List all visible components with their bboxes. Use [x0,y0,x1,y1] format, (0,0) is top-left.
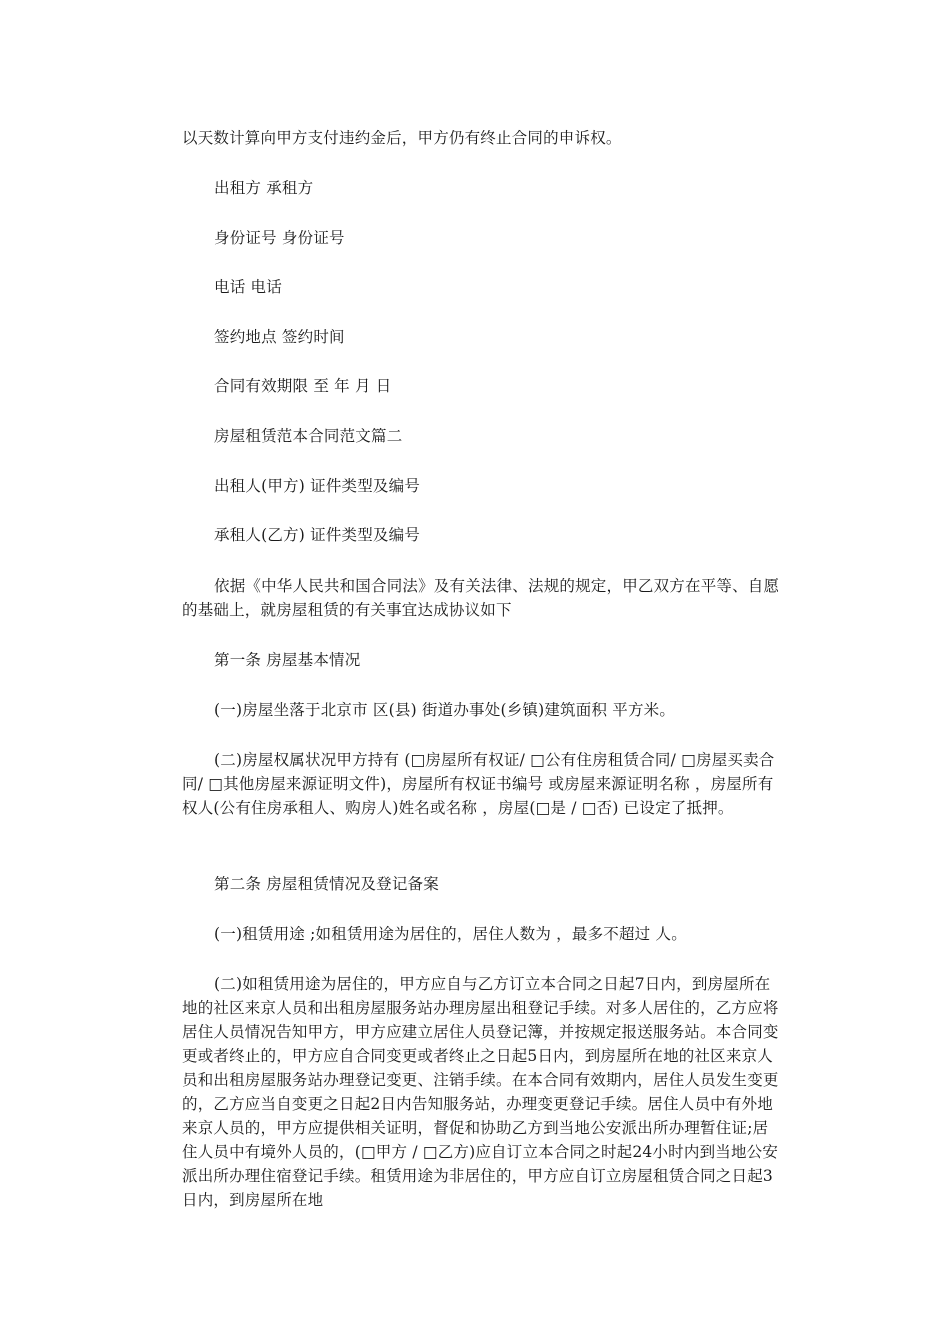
sign-place-time-line: 签约地点 签约时间 [214,328,345,346]
article-two-clause-2: (二)如租赁用途为居住的，甲方应自与乙方订立本合同之日起7日内，到房屋所在地的社区来京人员和出租房屋服务站办理房屋出租登记手续。对多人居住的，乙方应将居住人员情况告知甲方，甲方应建立居住人员登记簿，并按规定报送服务站。本合同变更或者终止的，甲方应自合同变更或者终止之日起5日内，到房屋所在地的社区来京人员和出租房屋服务站办理登记变更、注销手续。在本合同有效期内，居住人员发生变更的，乙方应当自变更之日起2日内告知服务站，办理变更登记手续。居住人员中有外地来京人员的，甲方应提供相关证明，督促和协助乙方到当地公安派出所办理暂住证;居住人员中有境外人员的，(□甲方 / □乙方)应自订立本合同之时起24小时内到当地公安派出所办理住宿登记手续。租赁用途为非居住的，甲方应自订立房屋租赁合同之日起3日内，到房屋所在地 [182,975,779,1209]
lessee-line: 承租人(乙方) 证件类型及编号 [214,526,421,544]
article-two-clause-1: (一)租赁用途 ;如租赁用途为居住的，居住人数为 ，最多不超过 人。 [214,925,687,943]
id-number-line: 身份证号 身份证号 [214,229,345,247]
signature-parties-line: 出租方 承租方 [214,179,314,197]
article-two-heading: 第二条 房屋租赁情况及登记备案 [214,875,439,893]
lessor-line: 出租人(甲方) 证件类型及编号 [214,477,421,495]
preamble-paragraph: 依据《中华人民共和国合同法》及有关法律、法规的规定，甲乙双方在平等、自愿的基础上，就房屋租赁的有关事宜达成协议如下 [182,577,780,619]
section-heading: 房屋租赁范本合同范文篇二 [214,427,403,445]
article-one-clause-1: (一)房屋坐落于北京市 区(县) 街道办事处(乡镇)建筑面积 平方米。 [214,701,676,719]
article-one-clause-2: (二)房屋权属状况甲方持有 (□房屋所有权证/ □公有住房租赁合同/ □房屋买卖合同/ □其他房屋来源证明文件)，房屋所有权证书编号 或房屋来源证明名称 ，房屋所有权人(公有住房承租人、购房人)姓名或名称 ，房屋(□是 / □否) 已设定了抵押。 [182,751,775,817]
paragraph-continuation: 以天数计算向甲方支付违约金后，甲方仍有终止合同的申诉权。 [182,129,622,147]
validity-period-line: 合同有效期限 至 年 月 日 [214,377,392,395]
article-one-heading: 第一条 房屋基本情况 [214,651,361,669]
phone-line: 电话 电话 [214,278,282,296]
document-page [182,0,782,1344]
